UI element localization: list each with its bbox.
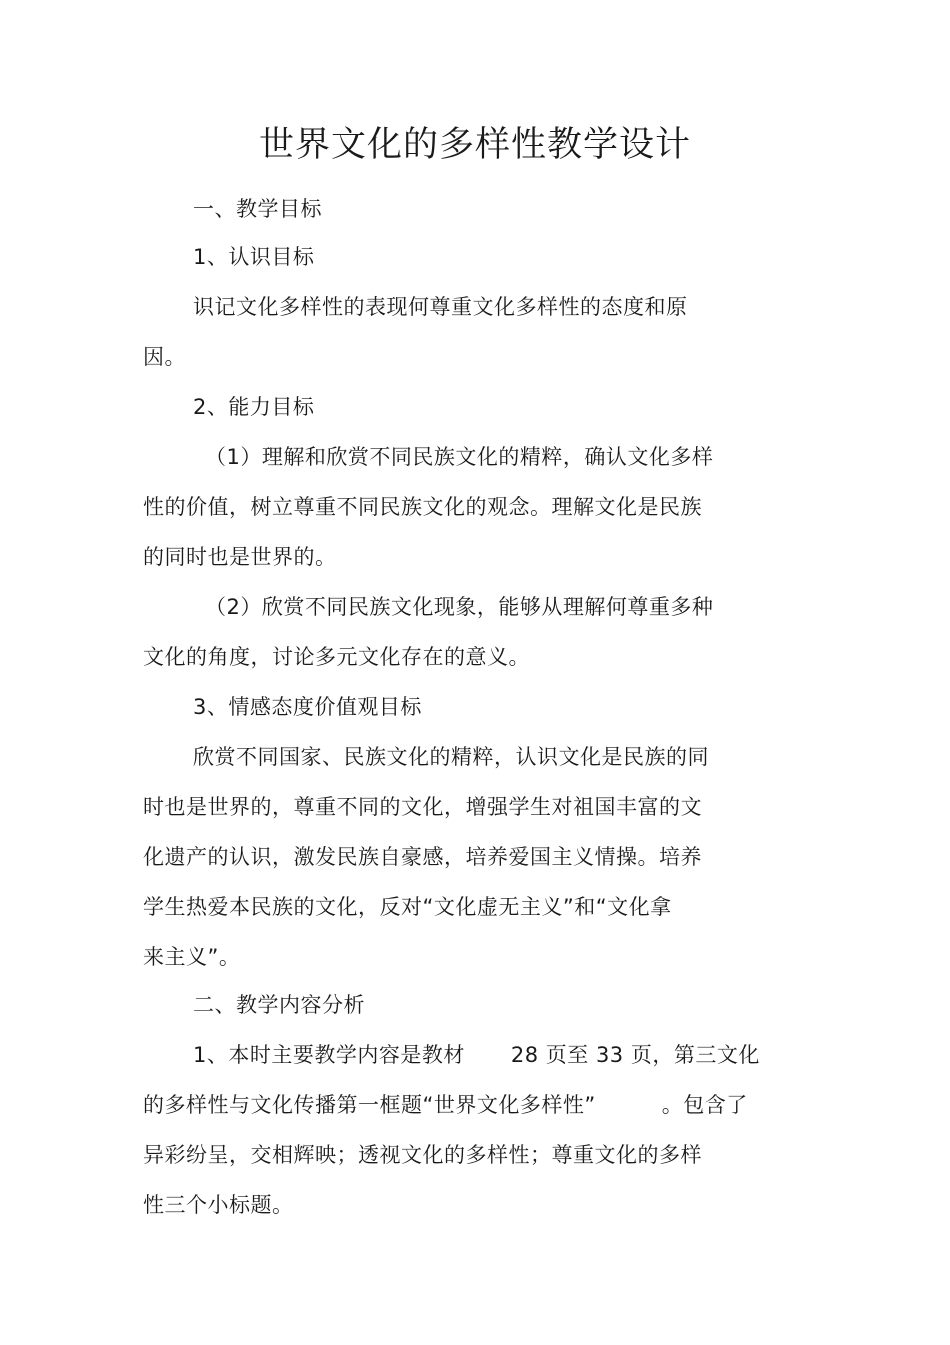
paragraph-line: 的同时也是世界的。 (143, 545, 337, 569)
paragraph-line: 性三个小标题。 (143, 1193, 294, 1217)
paragraph-line (143, 1090, 748, 1120)
subheading-ability-goals: 2、能力目标 (193, 395, 315, 419)
paragraph-line: 异彩纷呈，交相辉映；透视文化的多样性；尊重文化的多样 (143, 1143, 702, 1167)
paragraph-line: 时也是世界的，尊重不同的文化，增强学生对祖国丰富的文 (143, 795, 702, 819)
paragraph-segment: 的多样性与文化传播第一框题“世界文化多样性” (143, 1093, 596, 1117)
subheading-cognitive-goals: 1、认识目标 (193, 245, 315, 269)
paragraph-line: （2）欣赏不同民族文化现象，能够从理解何尊重多种 (205, 595, 714, 619)
paragraph-line (193, 1040, 760, 1070)
document-title: 世界文化的多样性教学设计 (258, 125, 691, 165)
paragraph-segment: 1、本时主要教学内容是教材 (193, 1043, 465, 1067)
paragraph-segment: 。包含了 (661, 1093, 748, 1117)
paragraph-line: 来主义”。 (143, 945, 241, 969)
paragraph-line: （1）理解和欣赏不同民族文化的精粹，确认文化多样 (205, 445, 714, 469)
paragraph-line: 性的价值，树立尊重不同民族文化的观念。理解文化是民族 (143, 495, 702, 519)
section-heading-content-analysis: 二、教学内容分析 (193, 993, 365, 1017)
paragraph-line: 文化的角度，讨论多元文化存在的意义。 (143, 645, 530, 669)
section-heading-objectives: 一、教学目标 (193, 197, 322, 221)
paragraph-line: 学生热爱本民族的文化，反对“文化虚无主义”和“文化拿 (143, 895, 672, 919)
subheading-emotion-values-goals: 3、情感态度价值观目标 (193, 695, 422, 719)
paragraph-line: 化遗产的认识，激发民族自豪感，培养爱国主义情操。培养 (143, 845, 702, 869)
paragraph-segment: 28 页至 33 页，第三文化 (510, 1043, 760, 1067)
paragraph-line: 因。 (143, 345, 186, 369)
paragraph-line: 识记文化多样性的表现何尊重文化多样性的态度和原 (193, 295, 688, 319)
paragraph-line: 欣赏不同国家、民族文化的精粹，认识文化是民族的同 (193, 745, 709, 769)
